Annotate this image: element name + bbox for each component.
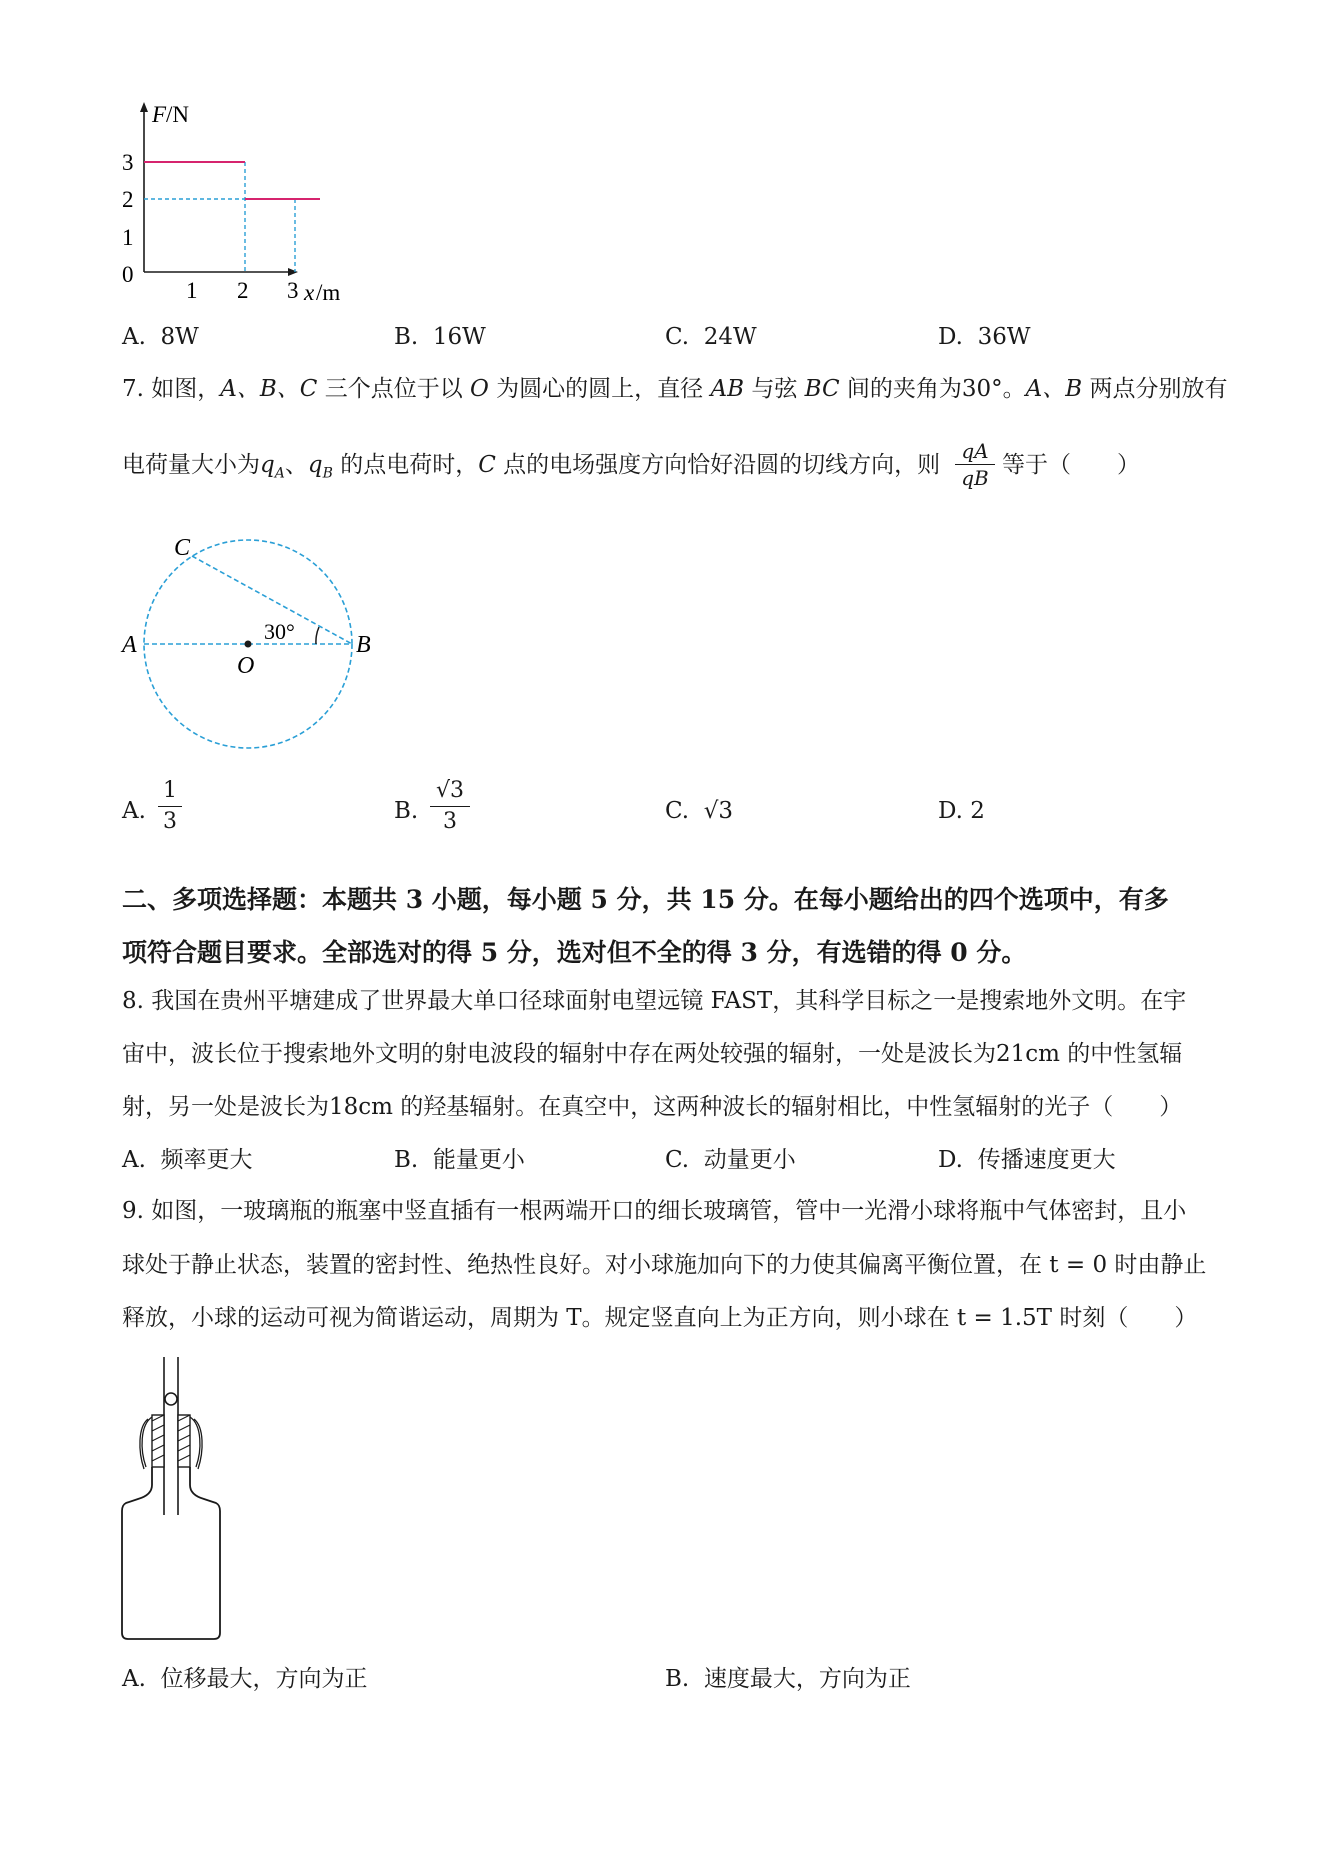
y-tick-2: 2	[122, 187, 134, 212]
q6-option-a[interactable]: A. 8W	[122, 324, 199, 350]
q7-option-b-fraction: √3 3	[430, 776, 470, 837]
x-axis-label-var: x	[304, 280, 315, 305]
q9-line-1: 9. 如图，一玻璃瓶的瓶塞中竖直插有一根两端开口的细长玻璃管，管中一光滑小球将瓶中气体密封，且小	[122, 1198, 1187, 1224]
q7-option-d[interactable]: D. 2	[938, 798, 985, 824]
center-point	[245, 641, 252, 648]
bottle-diagram	[118, 1355, 228, 1645]
label-angle: 30°	[264, 619, 295, 644]
x-axis-label-unit: /m	[316, 280, 341, 305]
section-2-heading-line-1: 二、多项选择题：本题共 3 小题，每小题 5 分，共 15 分。在每小题给出的四个选项中，有多	[122, 885, 1169, 914]
ratio-numerator: qA	[955, 438, 995, 465]
q8-line-3: 射，另一处是波长为18cm 的羟基辐射。在真空中，这两种波长的辐射相比，中性氢辐射的光子（ ）	[122, 1094, 1183, 1120]
ball	[165, 1393, 177, 1405]
x-tick-1: 1	[186, 278, 198, 303]
q8-line-2: 宙中，波长位于搜索地外文明的射电波段的辐射中存在两处较强的辐射，一处是波长为21cm 的中性氢辐	[122, 1041, 1183, 1067]
stopper-wings	[140, 1417, 202, 1469]
q6-option-b[interactable]: B. 16W	[394, 324, 486, 350]
q7-ratio-fraction	[955, 438, 995, 491]
q8-option-c[interactable]: C. 动量更小	[665, 1147, 796, 1173]
q7-line-1: 7. 如图，A、B、C 三个点位于以 O 为圆心的圆上，直径 AB 与弦 BC 间的夹角为30°。A、B 两点分别放有	[122, 376, 1228, 402]
q6-option-c[interactable]: C. 24W	[665, 324, 757, 350]
q8-option-d[interactable]: D. 传播速度更大	[938, 1147, 1116, 1173]
y-axis-label-var: F	[152, 102, 167, 127]
q9-option-b[interactable]: B. 速度最大，方向为正	[665, 1666, 911, 1692]
y-tick-3: 3	[122, 150, 134, 175]
q8-line-1: 8. 我国在贵州平塘建成了世界最大单口径球面射电望远镜 FAST，其科学目标之一是搜索地外文明。在宇	[122, 988, 1187, 1014]
y-axis-arrow	[140, 102, 148, 112]
stopper-right	[178, 1415, 190, 1467]
y-axis-label-unit: /N	[166, 102, 189, 127]
section-2-heading-line-2: 项符合题目要求。全部选对的得 5 分，选对但不全的得 3 分，有选错的得 0 分。	[122, 938, 1027, 967]
label-a: A	[122, 632, 137, 658]
label-o: O	[237, 653, 255, 679]
x-axis-arrow	[288, 268, 298, 276]
x-tick-3: 3	[287, 278, 299, 303]
x-tick-2: 2	[237, 278, 249, 303]
bottle-body	[122, 1467, 220, 1639]
q7-option-b[interactable]: B.	[394, 798, 419, 824]
q8-option-a[interactable]: A. 频率更大	[122, 1147, 253, 1173]
q9-line-3: 释放，小球的运动可视为简谐运动，周期为 T。规定竖直向上为正方向，则小球在 t = 1.5T 时刻（ ）	[122, 1305, 1198, 1331]
q6-option-d[interactable]: D. 36W	[938, 324, 1031, 350]
label-c: C	[174, 535, 191, 561]
stopper-left	[152, 1415, 164, 1467]
q7-option-a[interactable]: A.	[122, 798, 146, 824]
circle-diagram	[118, 530, 378, 755]
ratio-denominator: qB	[961, 466, 989, 490]
q8-option-b[interactable]: B. 能量更小	[394, 1147, 525, 1173]
y-tick-1: 1	[122, 225, 134, 250]
q7-option-c[interactable]: C. √3	[665, 798, 734, 824]
angle-arc	[316, 627, 319, 644]
label-b: B	[356, 632, 371, 658]
force-displacement-graph	[120, 100, 380, 310]
q7-option-a-fraction: 1 3	[158, 776, 182, 837]
q7-line-2-end: 等于（ ）	[1002, 452, 1140, 478]
q9-line-2: 球处于静止状态，装置的密封性、绝热性良好。对小球施加向下的力使其偏离平衡位置，在 t = 0 时由静止	[122, 1252, 1207, 1278]
y-tick-0: 0	[122, 262, 134, 287]
q9-option-a[interactable]: A. 位移最大，方向为正	[122, 1666, 368, 1692]
q7-line-2: 电荷量大小为$q_A$、$q_B$ 的点电荷时，C 点的电场强度方向恰好沿圆的切线方向，则	[122, 452, 941, 482]
